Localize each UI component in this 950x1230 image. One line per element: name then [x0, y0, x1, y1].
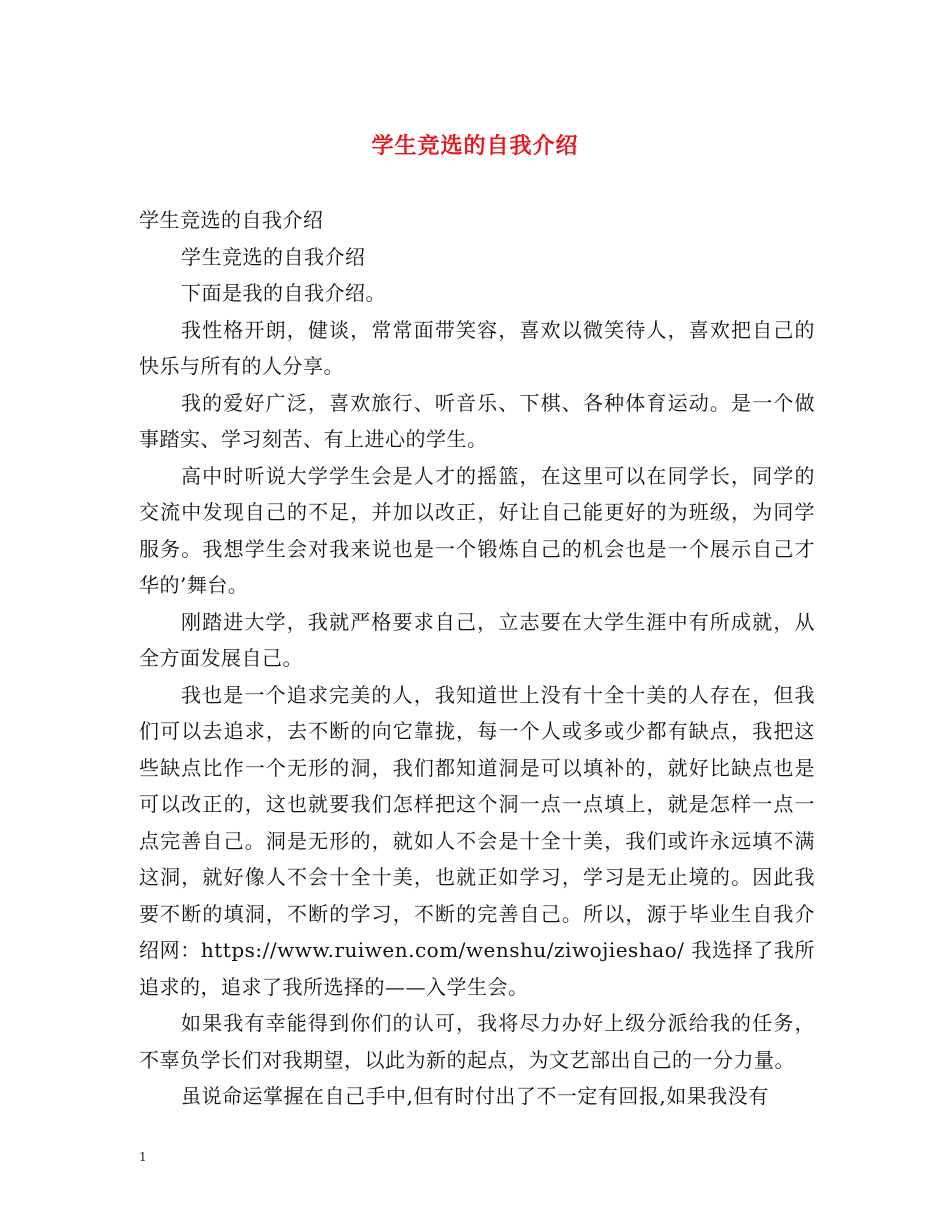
paragraph: 高中时听说大学学生会是人才的摇篮，在这里可以在同学长，同学的交流中发现自己的不足，并加以改正，好让自己能更好的为班级，为同学服务。我想学生会对我来说也是一个锻炼自己的机会也是一个展示自己才华的’舞台。	[139, 463, 815, 597]
paragraph: 学生竞选的自我介绍	[139, 208, 324, 232]
document-body	[139, 202, 815, 1115]
paragraph: 如果我有幸能得到你们的认可，我将尽力办好上级分派给我的任务，不辜负学长们对我期望，以此为新的起点，为文艺部出自己的一分力量。	[139, 1011, 815, 1072]
paragraph: 虽说命运掌握在自己手中,但有时付出了不一定有回报,如果我没有	[181, 1084, 769, 1108]
paragraph: 刚踏进大学，我就严格要求自己，立志要在大学生涯中有所成就，从全方面发展自己。	[139, 609, 815, 670]
paragraph: 我也是一个追求完美的人，我知道世上没有十全十美的人存在，但我们可以去追求，去不断的向它靠拢，每一个人或多或少都有缺点，我把这些缺点比作一个无形的洞，我们都知道洞是可以填补的，就好比缺点也是可以改正的，这也就要我们怎样把这个洞一点一点填上，就是怎样一点一点完善自己。洞是无形的，就如人不会是十全十美，我们或许永远填不满这洞，就好像人不会十全十美，也就正如学习，学习是无止境的。因此我要不断的填洞，不断的学习，不断的完善自己。所以，源于毕业生自我介绍网：https://www.ruiwen.com/wenshu/ziwojieshao/ 我选择了我所追求的，追求了我所选择的——入学生会。	[139, 682, 815, 999]
paragraph: 我性格开朗，健谈，常常面带笑容，喜欢以微笑待人，喜欢把自己的快乐与所有的人分享。	[139, 317, 815, 378]
document-title: 学生竞选的自我介绍	[371, 134, 579, 159]
paragraph: 学生竞选的自我介绍	[181, 244, 366, 269]
page-number: 1	[139, 1150, 147, 1164]
paragraph: 我的爱好广泛，喜欢旅行、听音乐、下棋、各种体育运动。是一个做事踏实、学习刻苦、有上进心的学生。	[139, 390, 815, 451]
paragraph: 下面是我的自我介绍。	[181, 281, 386, 305]
